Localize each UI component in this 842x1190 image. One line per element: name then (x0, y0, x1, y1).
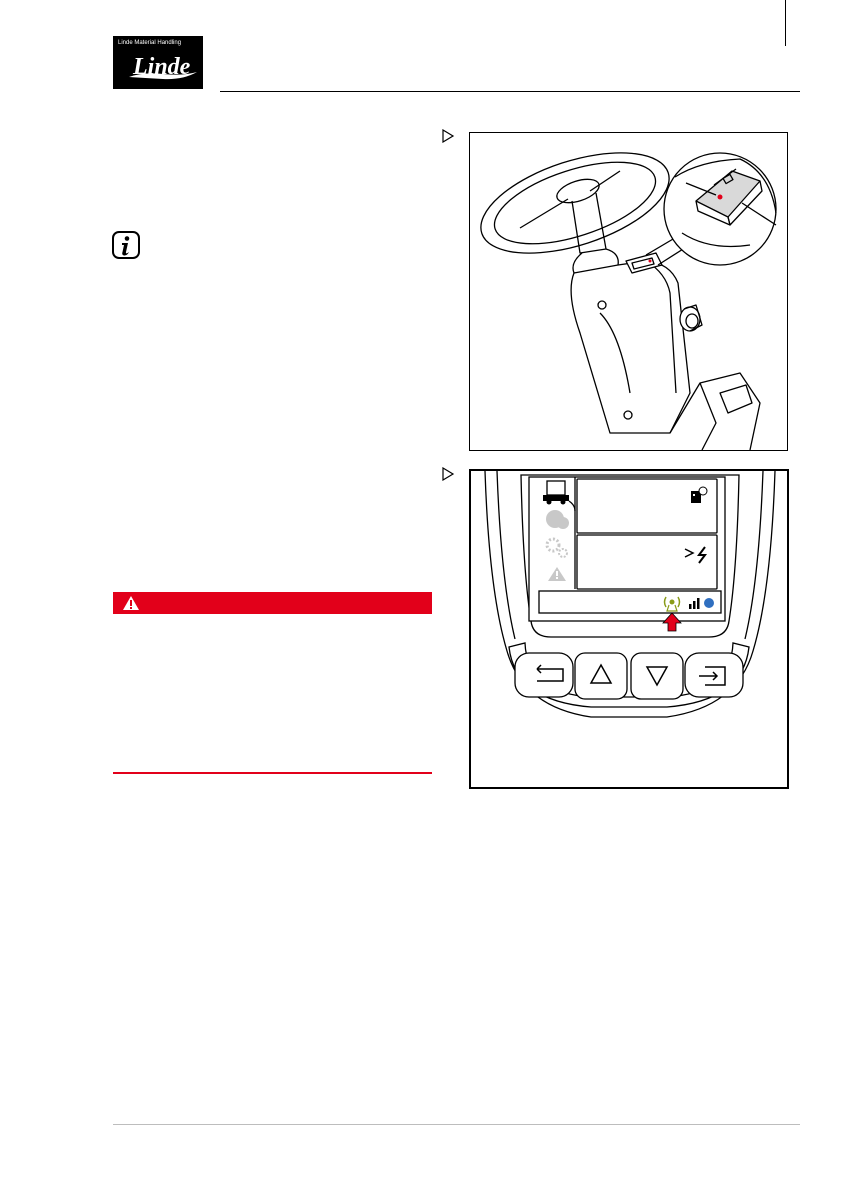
figure-marker-icon (441, 129, 455, 143)
display-unit-illustration (471, 471, 787, 787)
figure-display-unit (469, 469, 789, 789)
figure-steering-column (469, 132, 788, 451)
figure-marker-icon (441, 467, 455, 481)
header-rule (220, 91, 800, 92)
linde-logo (113, 36, 203, 89)
steering-column-illustration (470, 133, 787, 450)
warning-end-rule (113, 772, 432, 774)
warning-triangle-icon (122, 595, 140, 611)
linde-wordmark (113, 36, 203, 89)
footer-rule (113, 1124, 800, 1125)
status-dot-icon (704, 598, 714, 608)
info-icon (112, 231, 140, 259)
warning-bar (113, 592, 432, 614)
crop-mark (785, 0, 786, 46)
svg-text:Linde: Linde (133, 54, 191, 80)
brand-subtitle: Linde Material Handling (118, 40, 182, 46)
